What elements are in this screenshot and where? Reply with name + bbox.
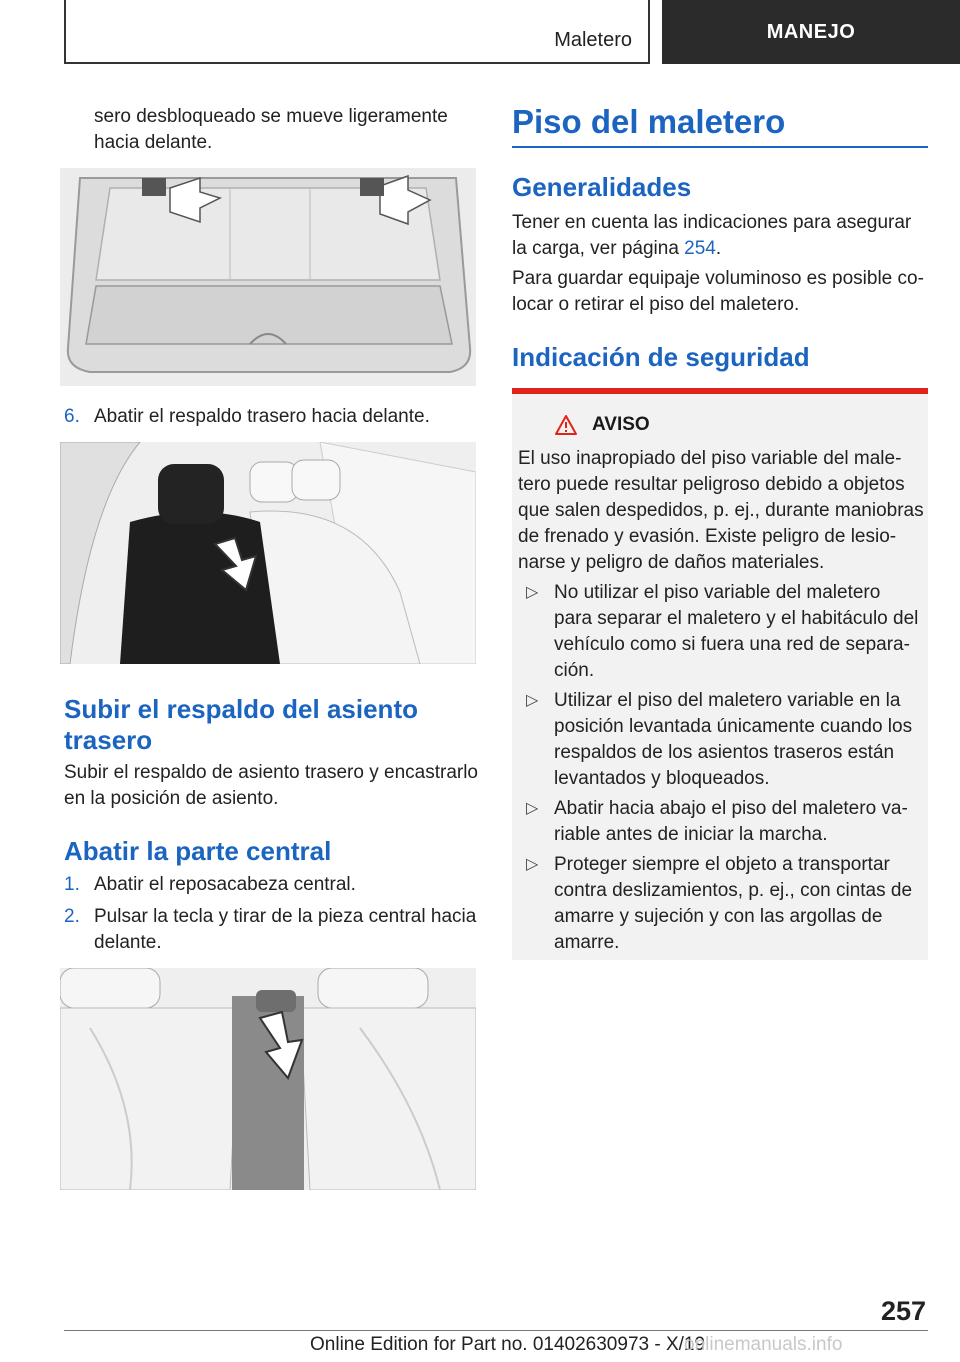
warning-line-3: que salen despedidos, p. ej., durante maniobras xyxy=(518,500,924,521)
page-number: 257 xyxy=(880,1296,926,1326)
intro-line-2: hacia delante. xyxy=(94,132,213,153)
warning-bullet-2 xyxy=(526,688,926,792)
warning-triangle-icon xyxy=(554,414,578,436)
intro-line-1: sero desbloqueado se mueve ligeramente xyxy=(94,106,448,127)
bullet-1-line-4: ción. xyxy=(554,660,595,681)
page-reference-link[interactable]: 254 xyxy=(684,238,716,259)
general-p1-line-2 xyxy=(512,236,911,262)
bullet-4-line-3: amarre y sujeción y con las argollas de xyxy=(554,906,883,927)
heading-raise-backrest xyxy=(64,694,418,756)
bullet-triangle-icon: ▷ xyxy=(526,800,539,817)
raise-paragraph xyxy=(64,760,478,812)
warning-box xyxy=(512,388,928,960)
bullet-4-line-2: contra deslizamientos, p. ej., con cintas de xyxy=(554,880,913,901)
bullet-2-line-2: posición levantada únicamente cuando los xyxy=(554,716,913,737)
raise-line-2: en la posición de asiento. xyxy=(64,788,279,809)
bullet-1-line-1: No utilizar el piso variable del maletero xyxy=(554,582,881,603)
step-1-text: Abatir el reposacabeza central. xyxy=(94,874,356,895)
general-paragraph-1 xyxy=(512,210,911,262)
warning-line-2: tero puede resultar peligroso debido a objetos xyxy=(518,474,905,495)
header-section-title: Maletero xyxy=(554,29,632,51)
step-2-number: 2. xyxy=(64,906,80,927)
step-2 xyxy=(64,904,476,956)
heading-safety: Indicación de seguridad xyxy=(512,342,810,372)
footer-watermark: onlinemanuals.info xyxy=(684,1334,843,1355)
heading-raise-line-2: trasero xyxy=(64,725,153,755)
warning-header xyxy=(554,414,650,436)
bullet-triangle-icon: ▷ xyxy=(526,584,539,601)
warning-line-4: de frenado y evasión. Existe peligro de lesio- xyxy=(518,526,897,547)
general-paragraph-2 xyxy=(512,266,924,318)
footer-edition: Online Edition for Part no. 01402630973 - X/19 xyxy=(310,1334,706,1355)
step-1 xyxy=(64,872,356,898)
general-p1-text: la carga, ver página xyxy=(512,238,685,259)
heading-center-section: Abatir la parte central xyxy=(64,836,332,866)
footer-rule xyxy=(64,1330,928,1331)
bullet-3-line-1: Abatir hacia abajo el piso del maletero va- xyxy=(554,798,908,819)
bullet-2-line-4: levantados y bloqueados. xyxy=(554,768,770,789)
bullet-4-line-1: Proteger siempre el objeto a transportar xyxy=(554,854,890,875)
rear-seat-folding-illustration xyxy=(60,442,476,664)
intro-text xyxy=(94,104,448,156)
step-6 xyxy=(64,404,430,430)
general-p2-line-2: locar o retirar el piso del maletero. xyxy=(512,294,800,315)
warning-line-1: El uso inapropiado del piso variable del male- xyxy=(518,448,902,469)
bullet-triangle-icon: ▷ xyxy=(526,856,539,873)
warning-text xyxy=(518,446,924,576)
heading-general: Generalidades xyxy=(512,172,692,202)
raise-line-1: Subir el respaldo de asiento trasero y encastrarlo xyxy=(64,762,479,783)
bullet-1-line-2: para separar el maletero y el habitáculo del xyxy=(554,608,919,629)
warning-line-5: narse y peligro de daños materiales. xyxy=(518,552,825,573)
bullet-triangle-icon: ▷ xyxy=(526,692,539,709)
warning-bullet-3 xyxy=(526,796,926,848)
bullet-4-line-4: amarre. xyxy=(554,932,620,953)
general-p1-line-1: Tener en cuenta las indicaciones para asegurar xyxy=(512,212,912,233)
warning-bullet-1 xyxy=(526,580,926,684)
title-rule xyxy=(512,146,928,148)
step-2-text-cont: delante. xyxy=(94,932,162,953)
heading-raise-line-1: Subir el respaldo del asiento xyxy=(64,694,418,724)
warning-label: AVISO xyxy=(592,414,650,435)
step-2-text: Pulsar la tecla y tirar de la pieza central hacia xyxy=(94,906,477,927)
page-title: Piso del maletero xyxy=(512,103,786,140)
bullet-1-line-3: vehículo como si fuera una red de separa- xyxy=(554,634,910,655)
header-section-box xyxy=(64,0,650,64)
trunk-illustration xyxy=(60,168,476,386)
warning-bullet-4 xyxy=(526,852,926,956)
header-chapter-tab: MANEJO xyxy=(662,0,960,64)
bullet-3-line-2: riable antes de iniciar la marcha. xyxy=(554,824,828,845)
bullet-2-line-3: respaldos de los asientos traseros están xyxy=(554,742,895,763)
step-1-number: 1. xyxy=(64,874,80,895)
center-section-illustration xyxy=(60,968,476,1190)
step-6-text: Abatir el respaldo trasero hacia delante. xyxy=(94,406,430,427)
bullet-2-line-1: Utilizar el piso del maletero variable en la xyxy=(554,690,901,711)
general-p1-period: . xyxy=(715,238,722,259)
general-p2-line-1: Para guardar equipaje voluminoso es posible co- xyxy=(512,268,924,289)
step-6-number: 6. xyxy=(64,406,80,427)
